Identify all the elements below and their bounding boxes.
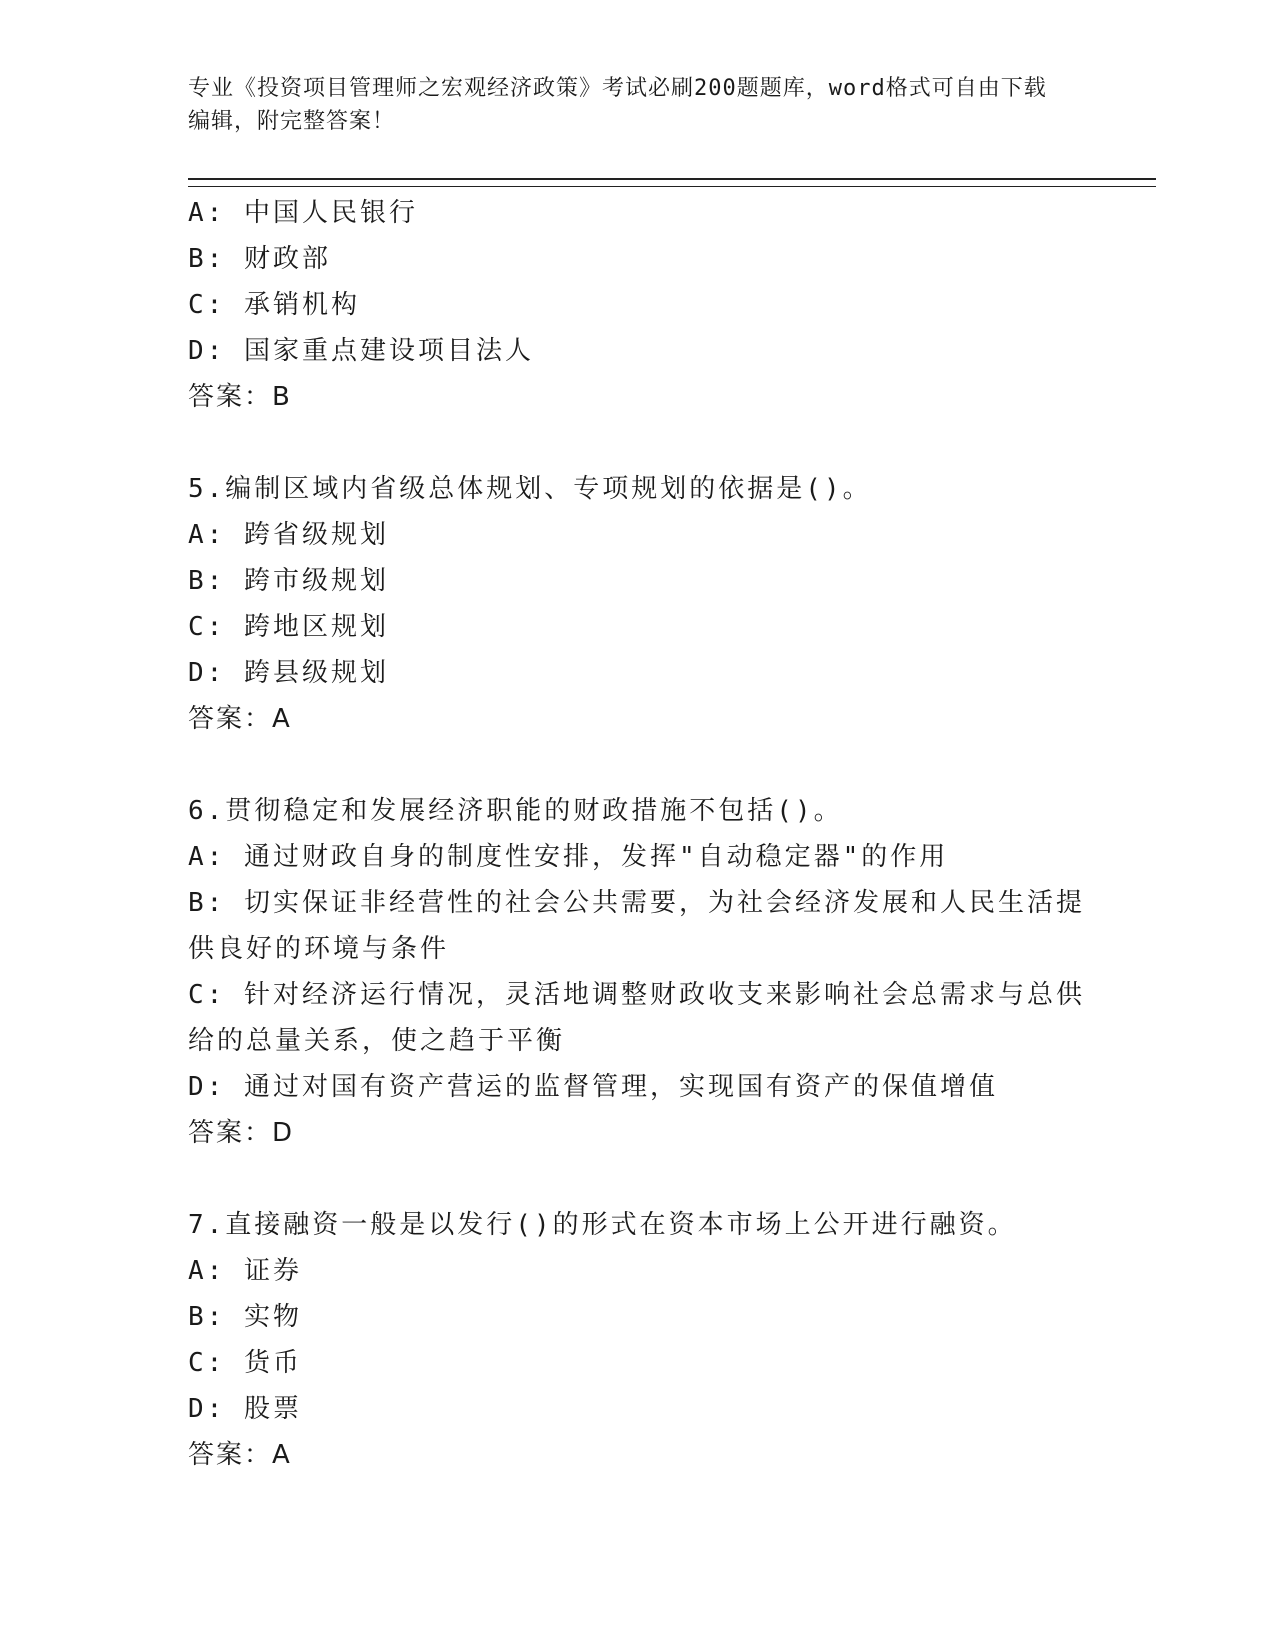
question-text: 7.直接融资一般是以发行()的形式在资本市场上公开进行融资。 xyxy=(188,1210,1017,1240)
question-content xyxy=(188,190,1088,1478)
spacer xyxy=(188,420,1088,466)
answer: 答案：A xyxy=(188,1440,292,1470)
answer: 答案：B xyxy=(188,382,292,412)
option-d: D: 跨县级规划 xyxy=(188,658,389,688)
option-a: A: 通过财政自身的制度性安排，发挥"自动稳定器"的作用 xyxy=(188,842,949,872)
option-b: B: 切实保证非经营性的社会公共需要，为社会经济发展和人民生活提供良好的环境与条件 xyxy=(188,888,1085,964)
option-b: B: 实物 xyxy=(188,1302,302,1332)
option-d: D: 股票 xyxy=(188,1394,302,1424)
option-d: D: 国家重点建设项目法人 xyxy=(188,336,534,366)
document-header: 专业《投资项目管理师之宏观经济政策》考试必刷200题题库，word格式可自由下载编辑，附完整答案！ xyxy=(188,76,1047,134)
question-text: 6.贯彻稳定和发展经济职能的财政措施不包括()。 xyxy=(188,796,843,826)
question-block-6 xyxy=(188,788,1088,1156)
option-a: A: 跨省级规划 xyxy=(188,520,389,550)
question-block-4 xyxy=(188,190,1088,420)
option-c: C: 跨地区规划 xyxy=(188,612,389,642)
question-block-7 xyxy=(188,1202,1088,1478)
option-a: A: 证券 xyxy=(188,1256,302,1286)
spacer xyxy=(188,742,1088,788)
option-c: C: 针对经济运行情况，灵活地调整财政收支来影响社会总需求与总供给的总量关系，使之趋于平衡 xyxy=(188,980,1085,1056)
option-d: D: 通过对国有资产营运的监督管理，实现国有资产的保值增值 xyxy=(188,1072,998,1102)
header-divider xyxy=(188,178,1156,187)
answer: 答案：D xyxy=(188,1118,295,1148)
question-text: 5.编制区域内省级总体规划、专项规划的依据是()。 xyxy=(188,474,872,504)
answer: 答案：A xyxy=(188,704,292,734)
spacer xyxy=(188,1156,1088,1202)
option-b: B: 跨市级规划 xyxy=(188,566,389,596)
option-c: C: 承销机构 xyxy=(188,290,360,320)
option-a: A: 中国人民银行 xyxy=(188,198,418,228)
option-b: B: 财政部 xyxy=(188,244,331,274)
option-c: C: 货币 xyxy=(188,1348,302,1378)
question-block-5 xyxy=(188,466,1088,742)
